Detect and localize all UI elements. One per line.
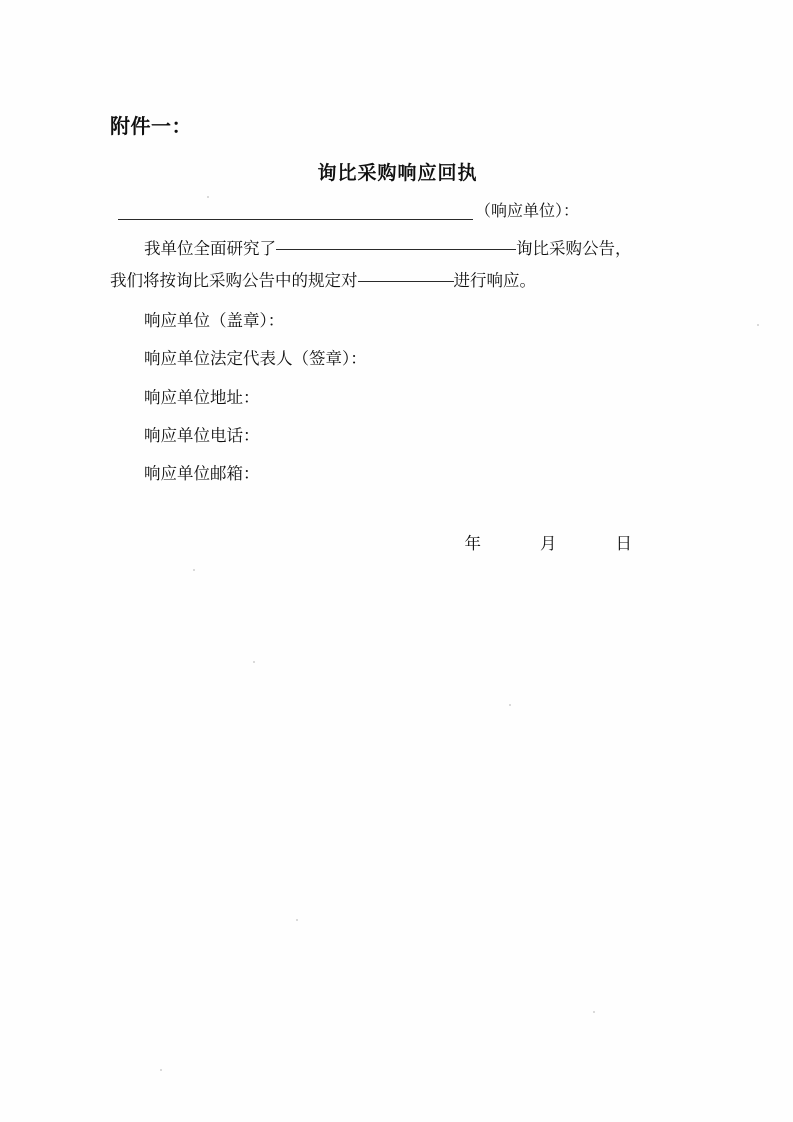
paper-speck xyxy=(509,704,511,706)
field-respondent-seal: 响应单位（盖章）： xyxy=(144,310,285,330)
respondent-unit-label: （响应单位）： xyxy=(475,201,580,220)
field-list xyxy=(110,308,685,488)
page-title: 询比采购响应回执 xyxy=(317,162,478,184)
paper-speck xyxy=(296,919,298,921)
paper-speck xyxy=(160,1069,162,1071)
paper-speck xyxy=(593,1011,595,1013)
paragraph-second-suffix-text: 进行响应。 xyxy=(453,270,536,290)
paragraph-middle-text: 询比采购公告， xyxy=(516,239,632,259)
paragraph-second-prefix-text: 我们将按询比采购公告中的规定对 xyxy=(110,270,358,290)
respondent-unit-blank[interactable] xyxy=(118,202,473,220)
paragraph-body xyxy=(110,233,685,296)
field-email: 响应单位邮箱： xyxy=(144,464,260,484)
date-day-label: 日 xyxy=(615,533,633,553)
field-telephone: 响应单位电话： xyxy=(144,426,260,446)
notice-name-blank[interactable] xyxy=(276,232,516,250)
field-legal-representative: 响应单位法定代表人（签章）： xyxy=(144,349,367,369)
document-content xyxy=(110,110,685,554)
paper-speck xyxy=(253,661,255,663)
date-month-label: 月 xyxy=(540,533,558,553)
field-address: 响应单位地址： xyxy=(144,387,260,407)
date-line xyxy=(110,530,685,554)
respondent-unit-line xyxy=(110,201,685,220)
paper-speck xyxy=(193,569,195,571)
paragraph-prefix-text: 我单位全面研究了 xyxy=(144,239,276,259)
date-year-label: 年 xyxy=(464,533,482,553)
response-scope-blank[interactable] xyxy=(358,264,454,282)
attachment-label: 附件一： xyxy=(110,114,192,138)
paper-speck xyxy=(757,324,759,326)
